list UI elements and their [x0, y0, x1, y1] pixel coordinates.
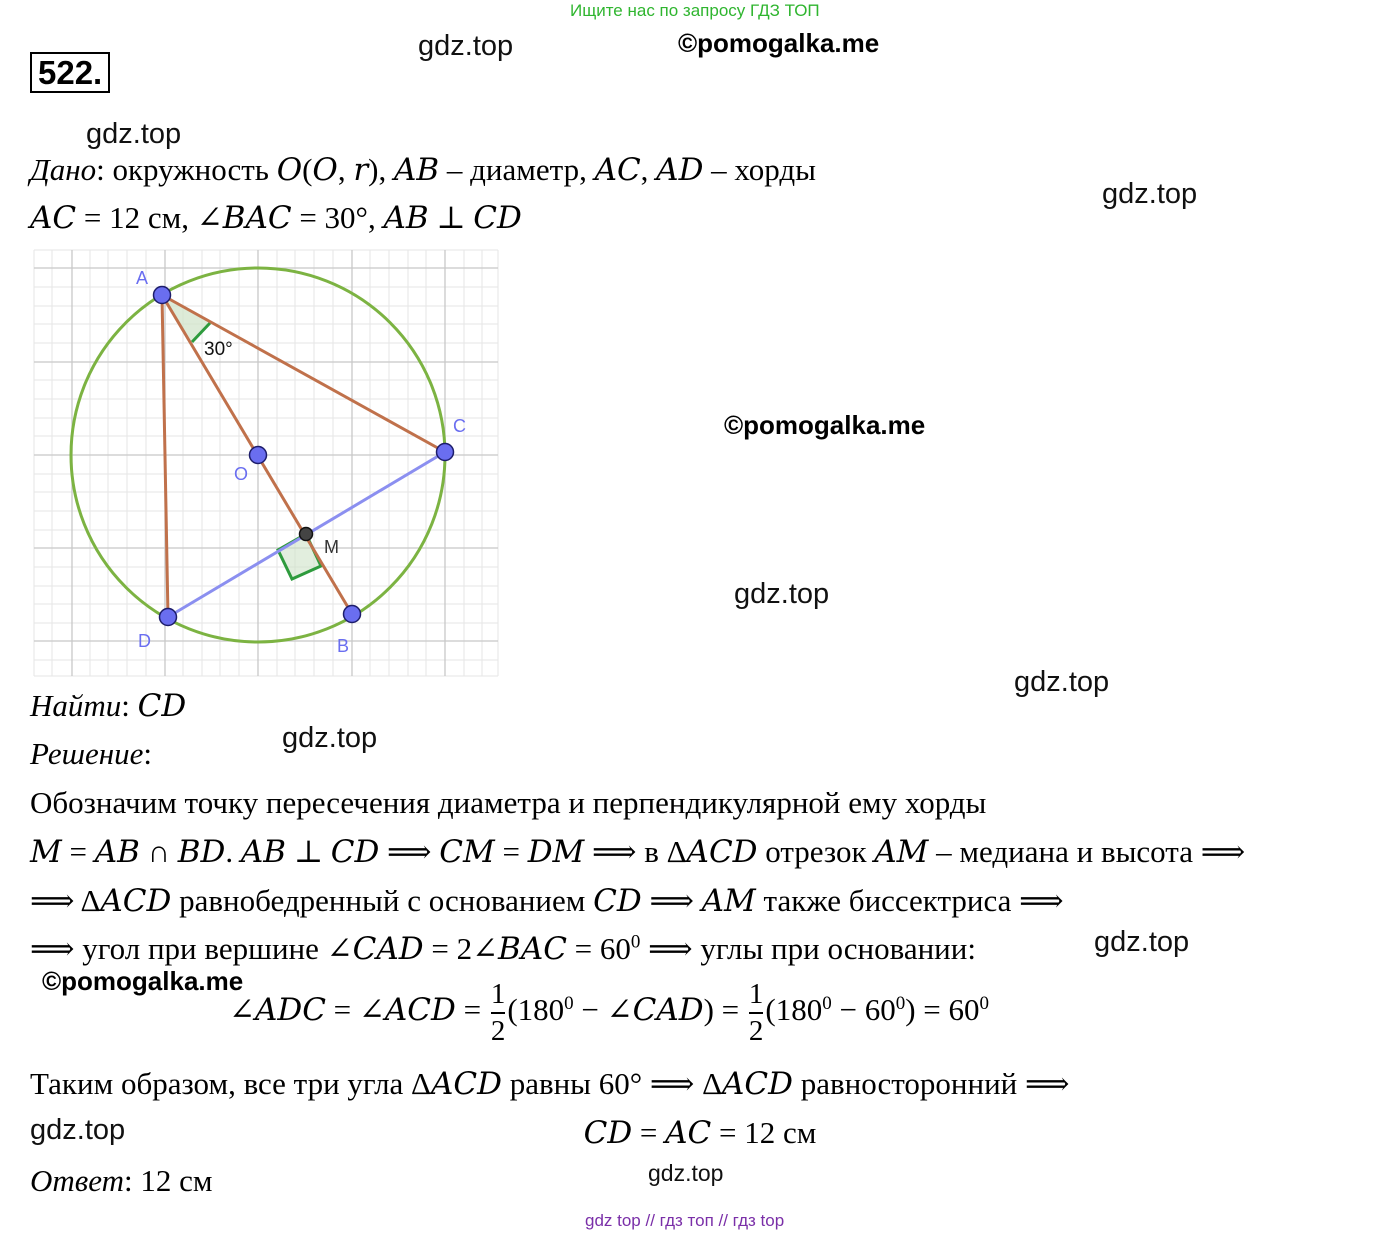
fraction-denominator: 2: [491, 1012, 506, 1046]
solution-colon: :: [143, 736, 152, 771]
solution-line-1: Обозначим точку пересечения диаметра и перпендикулярной ему хорды: [30, 785, 987, 820]
degree-sup: 0: [979, 992, 990, 1014]
solution-line-2: 𝑀 = 𝐴𝐵 ∩ 𝐵𝐷. 𝐴𝐵 ⊥ 𝐶𝐷 ⟹ 𝐶𝑀 = 𝐷𝑀 ⟹ в Δ𝐴𝐶𝐷 отрезок 𝐴𝑀 – медиана и высота ⟹: [30, 834, 1246, 869]
angle-label: 30°: [204, 339, 233, 360]
watermark-gdz: gdz.top: [30, 1114, 126, 1146]
footer-links[interactable]: gdz top // гдз топ // гдз top: [585, 1211, 785, 1230]
degree-sup: 0: [895, 992, 906, 1014]
given-text-1: : окружность 𝑂(𝑂, 𝑟), 𝐴𝐵 – диаметр, 𝐴𝐶, 𝐴𝐷 – хорды: [96, 152, 816, 187]
label-b: B: [337, 636, 350, 656]
solution-line-6: Таким образом, все три угла Δ𝐴𝐶𝐷 равны 60° ⟹ Δ𝐴𝐶𝐷 равносторонний ⟹: [30, 1066, 1070, 1101]
answer-line: [30, 1163, 212, 1199]
problem-number: 522.: [30, 52, 110, 93]
watermark-pomogalka: ©pomogalka.me: [678, 28, 880, 58]
formula-part-d: (180: [765, 992, 823, 1028]
degree-sup: 0: [822, 992, 832, 1014]
watermark-pomogalka: ©pomogalka.me: [724, 410, 926, 440]
formula-part-f: ) = 60: [905, 992, 980, 1028]
find-line: [30, 688, 186, 724]
watermark-gdz: gdz.top: [1094, 926, 1190, 958]
answer-value: : 12 см: [123, 1163, 213, 1198]
fraction-numerator: 1: [748, 978, 764, 1010]
watermark-gdz: gdz.top: [734, 578, 830, 610]
label-d: D: [138, 631, 151, 651]
given-line-1: [30, 152, 816, 188]
watermark-pomogalka: ©pomogalka.me: [42, 966, 244, 996]
degree-sup: 0: [630, 931, 641, 953]
point-m: [300, 528, 313, 541]
point-o: [250, 447, 267, 464]
solution-line-4: [30, 931, 976, 967]
watermark-gdz: gdz.top: [1014, 666, 1110, 698]
search-note: Ищите нас по запросу ГДЗ ТОП: [570, 1, 820, 20]
solution-line-4b: ⟹ углы при основании:: [640, 931, 976, 966]
label-a: A: [136, 268, 149, 288]
fraction-denominator: 2: [749, 1012, 764, 1046]
point-d: [160, 609, 177, 626]
solution-label: Решение: [30, 736, 144, 771]
fraction-half: [491, 980, 506, 1046]
point-b: [344, 606, 361, 623]
given-label: Дано: [30, 152, 97, 187]
label-c: C: [453, 416, 466, 436]
fraction-half: [749, 980, 764, 1046]
formula-line: [229, 980, 989, 1046]
label-o: O: [234, 464, 249, 484]
given-line-2: 𝐴𝐶 = 12 см, ∠𝐵𝐴𝐶 = 30°, 𝐴𝐵 ⊥ 𝐶𝐷: [30, 200, 522, 235]
formula-part-c: − ∠𝐶𝐴𝐷) =: [573, 992, 747, 1028]
fraction-numerator: 1: [490, 978, 506, 1010]
find-label: Найти: [30, 688, 122, 723]
answer-label: Ответ: [30, 1163, 124, 1198]
formula-part-a: ∠𝐴𝐷𝐶 = ∠𝐴𝐶𝐷 =: [229, 992, 489, 1028]
solution-line-4a: ⟹ угол при вершине ∠𝐶𝐴𝐷 = 2∠𝐵𝐴𝐶 = 60: [30, 931, 631, 966]
watermark-gdz: gdz.top: [86, 118, 182, 150]
point-a: [154, 287, 171, 304]
watermark-gdz: gdz.top: [648, 1160, 724, 1186]
solution-line-3: ⟹ Δ𝐴𝐶𝐷 равнобедренный с основанием 𝐶𝐷 ⟹ 𝐴𝑀 также биссектриса ⟹: [30, 883, 1064, 918]
right-angle-marker: [278, 534, 321, 579]
formula-part-b: (180: [507, 992, 565, 1028]
formula-part-e: − 60: [831, 992, 896, 1028]
solution-result: 𝐶𝐷 = 𝐴𝐶 = 12 см: [583, 1115, 817, 1150]
degree-sup: 0: [564, 992, 574, 1014]
label-m: M: [324, 537, 339, 557]
find-value: : 𝐶𝐷: [121, 688, 187, 723]
watermark-gdz: gdz.top: [1102, 178, 1198, 210]
solution-heading: [30, 736, 152, 772]
watermark-gdz: gdz.top: [418, 30, 514, 62]
point-c: [437, 444, 454, 461]
geometry-figure: [30, 242, 505, 682]
watermark-gdz: gdz.top: [282, 722, 378, 754]
segment-ac: [162, 295, 445, 452]
